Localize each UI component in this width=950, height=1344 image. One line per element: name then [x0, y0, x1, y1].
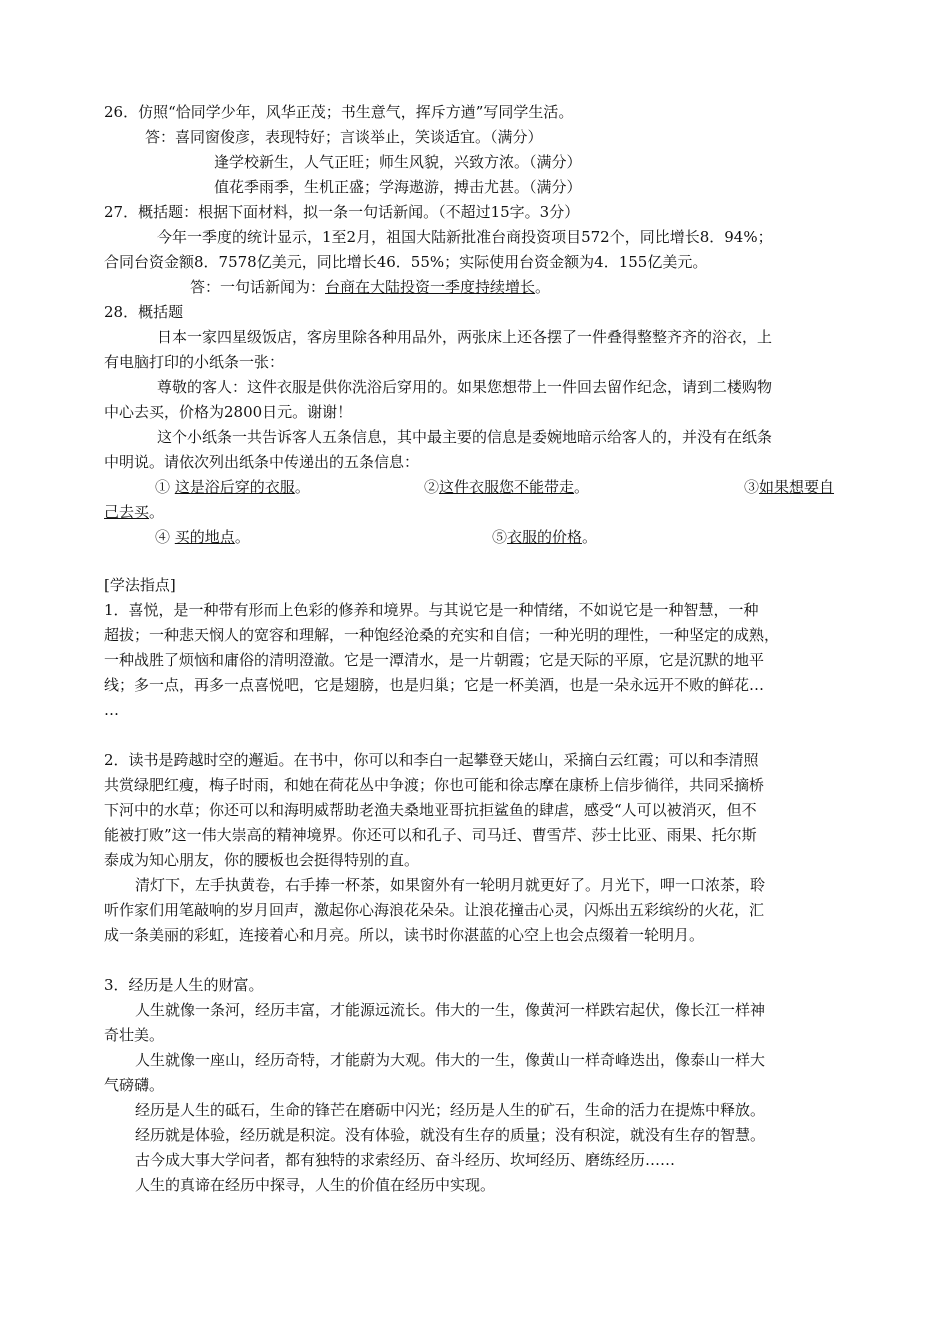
item-text: 衣服的价格 — [507, 528, 583, 546]
tip3-line1: 3．经历是人生的财富。 — [104, 976, 264, 994]
tip1-line4: 线；多一点，再多一点喜悦吧，它是翅膀，也是归巢；它是一杯美酒，也是一朵永远开不败的鲜花… — [104, 676, 765, 694]
q28-item-4 — [155, 525, 250, 550]
tip1-line2: 超拔；一种悲天悯人的宽容和理解，一种饱经沧桑的充实和自信；一种光明的理性，一种坚定的成熟， — [104, 626, 780, 644]
q26-answer-3: 值花季雨季，生机正盛；学海遨游，搏击尤甚。（满分） — [214, 178, 582, 196]
tip3-line8: 古今成大事大学问者，都有独特的求索经历、奋斗经历、坎坷经历、磨练经历…… — [135, 1151, 676, 1169]
tip1-line5: … — [104, 701, 119, 719]
q28-para3-line2: 中明说。请依次列出纸条中传递出的五条信息： — [104, 453, 420, 471]
q26-question: 26．仿照“恰同学少年，风华正茂；书生意气，挥斥方遒”写同学生活。 — [104, 103, 574, 121]
q28-item-3 — [744, 475, 834, 500]
q27-answer — [190, 275, 550, 300]
tip2-line2: 共赏绿肥红瘦，梅子时雨，和她在荷花丛中争渡；你也可能和徐志摩在康桥上信步徜徉，共同采摘桥 — [104, 776, 765, 794]
item-number: ② — [424, 478, 440, 496]
item-number: ① — [155, 478, 171, 496]
q28-item-5 — [492, 525, 597, 550]
q27-material-1: 今年一季度的统计显示，1至2月，祖国大陆新批准台商投资项目572个，同比增长8．94%； — [157, 228, 773, 246]
item-number: ⑤ — [492, 528, 508, 546]
item-text: 这件衣服您不能带走 — [439, 478, 575, 496]
tip2-line5: 泰成为知心朋友，你的腰板也会挺得特别的直。 — [104, 851, 420, 869]
q28-title: 28．概括题 — [104, 303, 184, 321]
item-period: 。 — [582, 528, 598, 546]
item-number: ③ — [744, 478, 760, 496]
item-text: 这是浴后穿的衣服 — [174, 478, 295, 496]
tip1-line1: 1．喜悦，是一种带有形而上色彩的修养和境界。与其说它是一种情绪，不如说它是一种智慧，一种 — [104, 601, 759, 619]
q27-question: 27．概括题：根据下面材料，拟一条一句话新闻。（不超过15字。3分） — [104, 203, 580, 221]
q28-item-2 — [424, 475, 589, 500]
tip3-line5: 气磅礴。 — [104, 1076, 165, 1094]
q27-answer-prefix: 答：一句话新闻为： — [190, 278, 326, 296]
q27-answer-text: 台商在大陆投资一季度持续增长 — [325, 278, 536, 296]
item-period: 。 — [149, 503, 165, 521]
tip3-line4: 人生就像一座山，经历奇特，才能蔚为大观。伟大的一生，像黄山一样奇峰迭出，像泰山一样大 — [135, 1051, 766, 1069]
q27-answer-suffix: 。 — [535, 278, 551, 296]
item-text: 如果想要自 — [759, 478, 835, 496]
tips-heading: [学法指点] — [104, 576, 176, 594]
q26-answer-2: 逢学校新生，人气正旺；师生风貌，兴致方浓。（满分） — [214, 153, 582, 171]
item-text: 己去买 — [104, 503, 150, 521]
tip3-line2: 人生就像一条河，经历丰富，才能源远流长。伟大的一生，像黄河一样跌宕起伏，像长江一样神 — [135, 1001, 766, 1019]
item-period: 。 — [294, 478, 310, 496]
tip3-line6: 经历是人生的砥石，生命的锋芒在磨砺中闪光；经历是人生的矿石，生命的活力在提炼中释放。 — [135, 1101, 766, 1119]
tip2-line4: 能被打败”这一伟大崇高的精神境界。你还可以和孔子、司马迁、曹雪芹、莎士比亚、雨果、托尔斯 — [104, 826, 757, 844]
item-text: 买的地点 — [174, 528, 235, 546]
q28-para1-line1: 日本一家四星级饭店，客房里除各种用品外，两张床上还各摆了一件叠得整整齐齐的浴衣，上 — [157, 328, 773, 346]
tip3-line3: 奇壮美。 — [104, 1026, 165, 1044]
tip3-line9: 人生的真谛在经历中探寻，人生的价值在经历中实现。 — [135, 1176, 496, 1194]
q28-para2-line2: 中心去买，价格为2800日元。谢谢！ — [104, 403, 353, 421]
tip2-line7: 听作家们用笔敲响的岁月回声，激起你心海浪花朵朵。让浪花撞击心灵，闪烁出五彩缤纷的火花，汇 — [104, 901, 765, 919]
q27-material-2: 合同台资金额8．7578亿美元，同比增长46．55%；实际使用台资金额为4．155亿美元。 — [104, 253, 708, 271]
item-period: 。 — [234, 528, 250, 546]
q28-para2-line1: 尊敬的客人：这件衣服是供你洗浴后穿用的。如果您想带上一件回去留作纪念，请到二楼购物 — [157, 378, 773, 396]
q28-item-1 — [155, 475, 310, 500]
q26-answer-1: 答：喜同窗俊彦，表现特好；言谈举止，笑谈适宜。（满分） — [145, 128, 543, 146]
tip3-line7: 经历就是体验，经历就是积淀。没有体验，就没有生存的质量；没有积淀，就没有生存的智慧。 — [135, 1126, 766, 1144]
q28-para3-line1: 这个小纸条一共告诉客人五条信息，其中最主要的信息是委婉地暗示给客人的，并没有在纸条 — [157, 428, 773, 446]
item-number: ④ — [155, 528, 171, 546]
tip1-line3: 一种战胜了烦恼和庸俗的清明澄澈。它是一潭清水，是一片朝霞；它是天际的平原，它是沉默的地平 — [104, 651, 765, 669]
tip2-line3: 下河中的水草；你还可以和海明威帮助老渔夫桑地亚哥抗拒鲨鱼的肆虐，感受“人可以被消灭，但不 — [104, 801, 757, 819]
tip2-line8: 成一条美丽的彩虹，连接着心和月亮。所以，读书时你湛蓝的心空上也会点缀着一轮明月。 — [104, 926, 705, 944]
q28-para1-line2: 有电脑打印的小纸条一张： — [104, 353, 285, 371]
item-period: 。 — [574, 478, 590, 496]
tip2-line6: 清灯下，左手执黄卷，右手捧一杯茶，如果窗外有一轮明月就更好了。月光下，呷一口浓茶，聆 — [135, 876, 766, 894]
tip2-line1: 2．读书是跨越时空的邂逅。在书中，你可以和李白一起攀登天姥山，采摘白云红霞；可以和李清照 — [104, 751, 759, 769]
q28-item-3-cont — [104, 500, 164, 525]
